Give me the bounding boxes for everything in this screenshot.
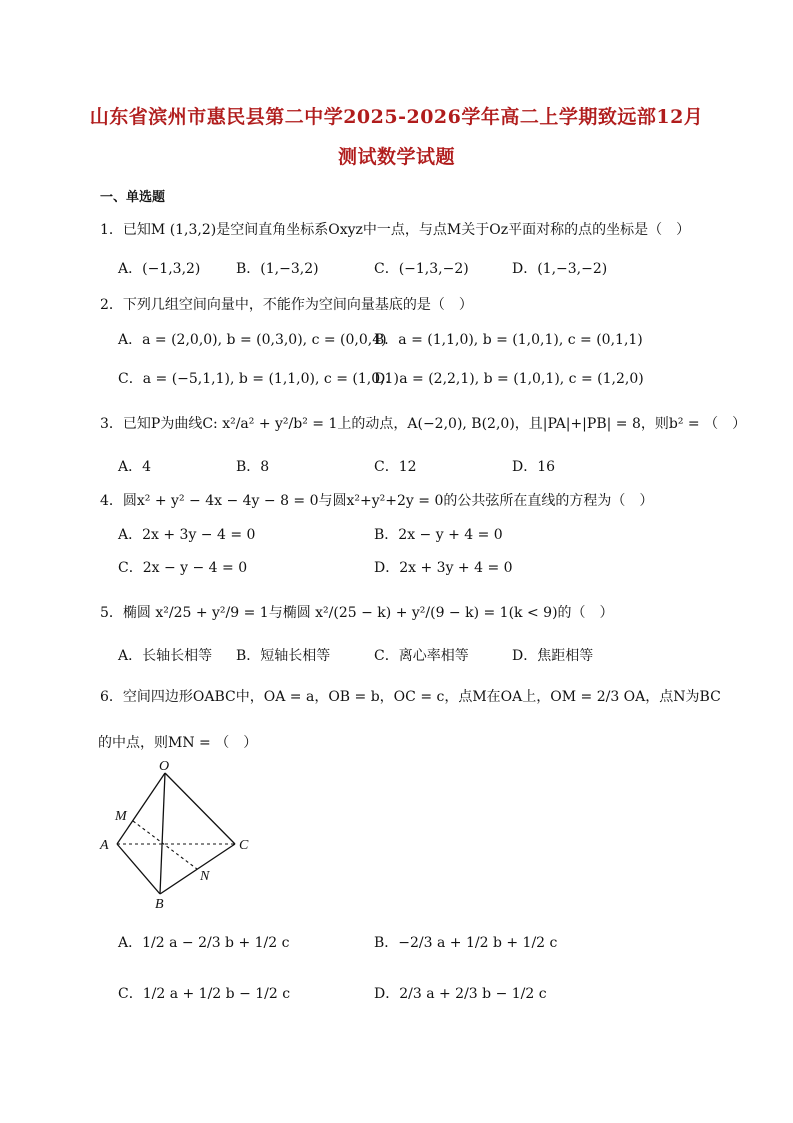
question-1-option-d: D．(1,−3,−2) — [512, 261, 608, 277]
question-5-option-d: D．焦距相等 — [512, 648, 594, 664]
question-6-stem-line2: 的中点，则MN = （ ） — [98, 735, 258, 751]
question-4-option-b: B．2x − y + 4 = 0 — [374, 527, 503, 543]
edge-OB — [160, 773, 165, 894]
section-heading: 一、单选题 — [100, 190, 166, 205]
question-6-option-c: C．1/2 a + 1/2 b − 1/2 c — [118, 986, 291, 1002]
question-3-option-a: A．4 — [118, 459, 152, 475]
question-6-option-d: D．2/3 a + 2/3 b − 1/2 c — [374, 986, 547, 1002]
question-1-option-b: B．(1,−3,2) — [236, 261, 319, 277]
question-6-option-a: A．1/2 a − 2/3 b + 1/2 c — [118, 935, 290, 951]
label-M: M — [115, 809, 127, 824]
question-3-option-d: D．16 — [512, 459, 556, 475]
edge-BC — [160, 844, 235, 894]
question-3-option-c: C．12 — [374, 459, 417, 475]
edge-AB — [117, 844, 160, 894]
question-3-option-b: B．8 — [236, 459, 270, 475]
tetrahedron-figure — [95, 760, 265, 910]
label-N: N — [200, 869, 210, 884]
question-2-option-c: C．a = (−5,1,1), b = (1,1,0), c = (1,0,1) — [118, 371, 399, 387]
label-O: O — [159, 760, 170, 774]
page-title-line1: 山东省滨州市惠民县第二中学2025-2026学年高二上学期致远部12月 — [89, 106, 704, 128]
question-4-stem: 4．圆x² + y² − 4x − 4y − 8 = 0与圆x²+y²+2y = 0的公共弦所在直线的方程为（ ） — [100, 493, 654, 509]
label-A: A — [100, 838, 109, 853]
question-2-stem: 2．下列几组空间向量中，不能作为空间向量基底的是（ ） — [100, 297, 473, 313]
question-5-stem: 5．椭圆 x²/25 + y²/9 = 1与椭圆 x²/(25 − k) + y²/(9 − k) = 1(k < 9)的（ ） — [100, 605, 614, 621]
question-5-option-c: C．离心率相等 — [374, 648, 469, 664]
question-5-option-b: B．短轴长相等 — [236, 648, 331, 664]
question-2-option-d: D．a = (2,2,1), b = (1,0,1), c = (1,2,0) — [374, 371, 644, 387]
question-2-option-a: A．a = (2,0,0), b = (0,3,0), c = (0,0,4) — [118, 332, 387, 348]
question-1-option-c: C．(−1,3,−2) — [374, 261, 469, 277]
question-2-option-b: B．a = (1,1,0), b = (1,0,1), c = (0,1,1) — [374, 332, 643, 348]
question-4-option-c: C．2x − y − 4 = 0 — [118, 560, 248, 576]
question-3-stem: 3．已知P为曲线C: x²/a² + y²/b² = 1上的动点，A(−2,0), B(2,0)，且|PA|+|PB| = 8，则b² = （ ） — [100, 416, 747, 432]
question-1-option-a: A．(−1,3,2) — [118, 261, 201, 277]
question-4-option-a: A．2x + 3y − 4 = 0 — [118, 527, 256, 543]
edge-OC — [165, 773, 235, 844]
page-title-line2: 测试数学试题 — [337, 146, 455, 168]
question-5-option-a: A．长轴长相等 — [118, 648, 213, 664]
question-6-stem-line1: 6．空间四边形OABC中，OA = a，OB = b，OC = c，点M在OA上，OM = 2/3 OA，点N为BC — [100, 689, 721, 705]
question-4-option-d: D．2x + 3y + 4 = 0 — [374, 560, 513, 576]
segment-MN-dashed — [133, 821, 197, 869]
question-6-option-b: B．−2/3 a + 1/2 b + 1/2 c — [374, 935, 558, 951]
label-C: C — [239, 838, 249, 853]
label-B: B — [155, 897, 164, 910]
question-1-stem: 1．已知M (1,3,2)是空间直角坐标系Oxyz中一点，与点M关于Oz平面对称的点的坐标是（ ） — [100, 222, 691, 238]
